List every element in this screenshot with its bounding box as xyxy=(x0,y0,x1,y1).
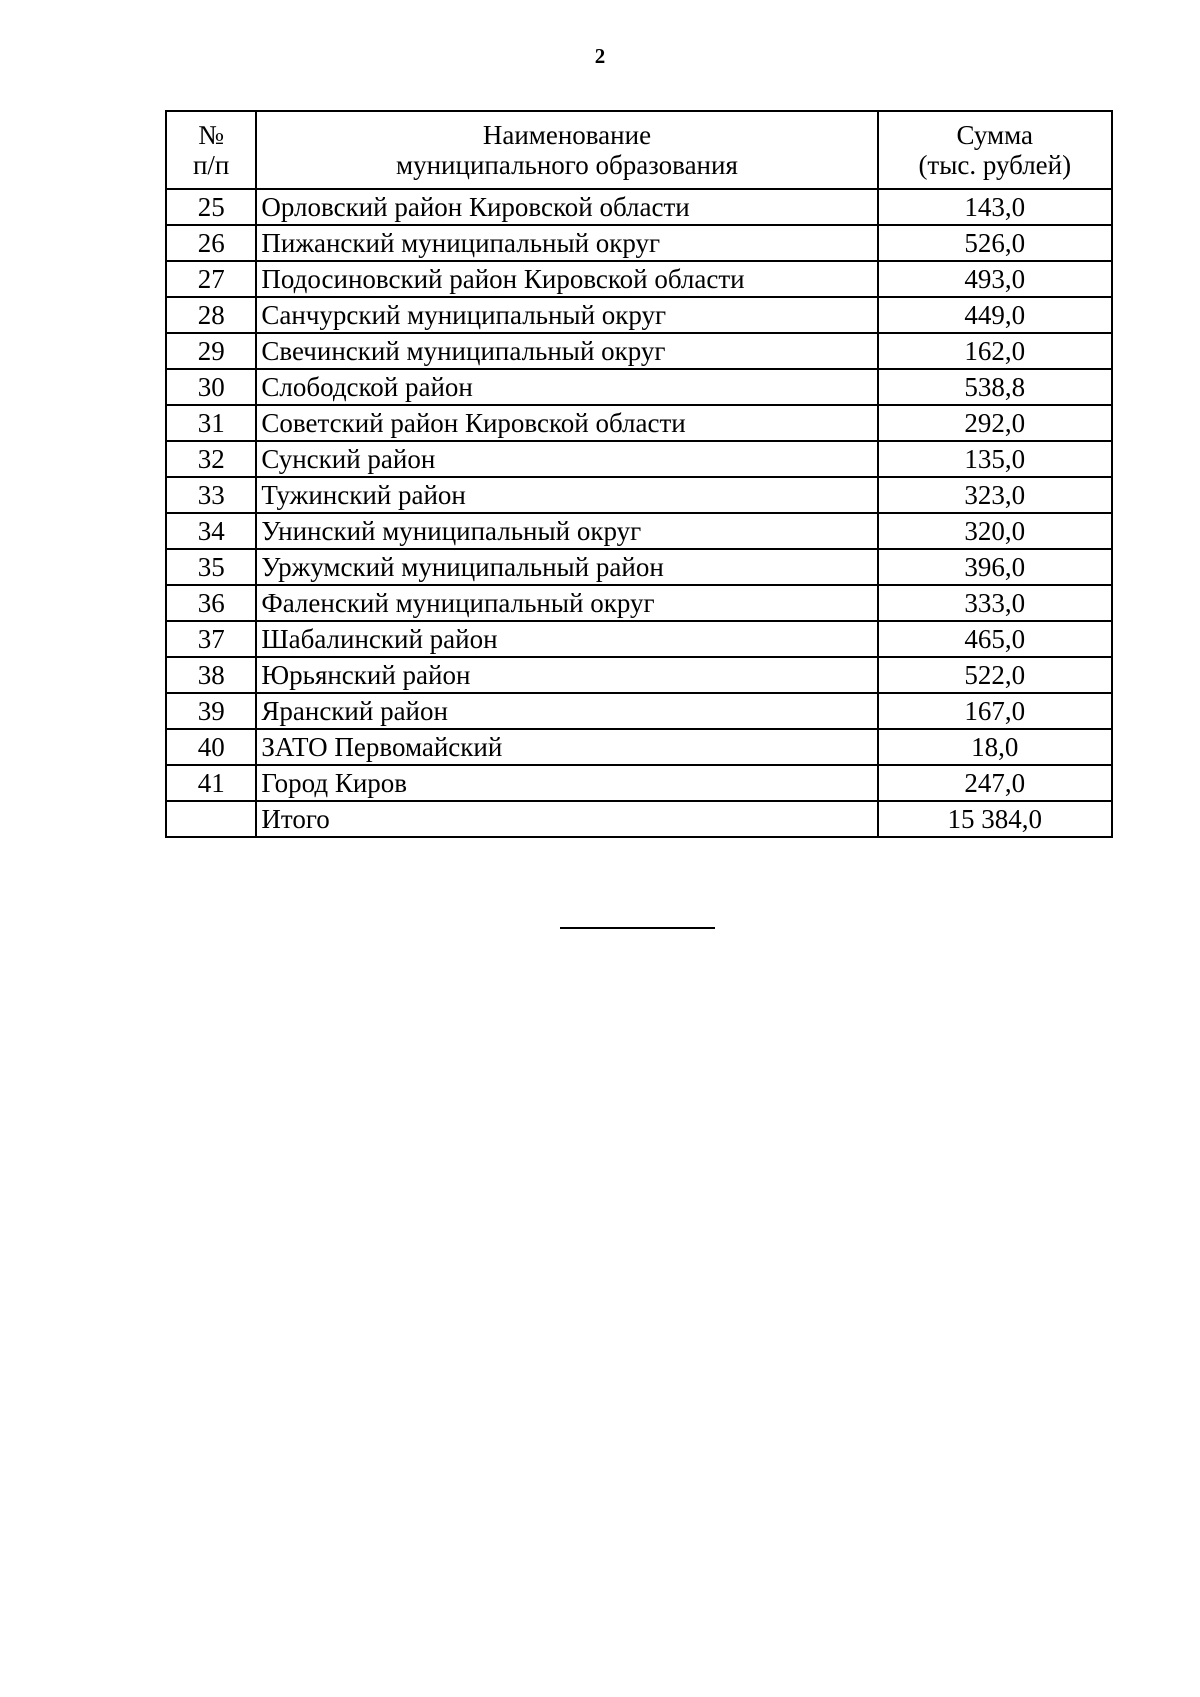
table-row xyxy=(166,441,1112,477)
row-sum: 396,0 xyxy=(878,549,1112,585)
header-sum-line1: Сумма xyxy=(956,119,1033,150)
header-sum xyxy=(878,111,1112,189)
row-number: 41 xyxy=(166,765,256,801)
row-name: Уржумский муниципальный район xyxy=(256,549,877,585)
row-number: 37 xyxy=(166,621,256,657)
row-number: 33 xyxy=(166,477,256,513)
page-number: 2 xyxy=(594,44,606,68)
row-name: Унинский муниципальный округ xyxy=(256,513,877,549)
row-sum: 320,0 xyxy=(878,513,1112,549)
row-sum: 18,0 xyxy=(878,729,1112,765)
row-number: 39 xyxy=(166,693,256,729)
row-name: Пижанский муниципальный округ xyxy=(256,225,877,261)
table-row xyxy=(166,405,1112,441)
total-row xyxy=(166,801,1112,837)
row-sum: 449,0 xyxy=(878,297,1112,333)
row-sum: 323,0 xyxy=(878,477,1112,513)
table-row xyxy=(166,297,1112,333)
row-number: 25 xyxy=(166,189,256,225)
row-name: Юрьянский район xyxy=(256,657,877,693)
header-number-line1: № xyxy=(198,119,225,150)
row-sum: 292,0 xyxy=(878,405,1112,441)
table-row xyxy=(166,693,1112,729)
row-number: 27 xyxy=(166,261,256,297)
header-name-line2: муниципального образования xyxy=(396,150,738,180)
row-sum: 162,0 xyxy=(878,333,1112,369)
table-row xyxy=(166,729,1112,765)
row-name: Яранский район xyxy=(256,693,877,729)
table-row xyxy=(166,333,1112,369)
total-sum: 15 384,0 xyxy=(878,801,1112,837)
header-number-line2: п/п xyxy=(192,150,230,180)
row-sum: 538,8 xyxy=(878,369,1112,405)
total-label: Итого xyxy=(256,801,877,837)
row-sum: 493,0 xyxy=(878,261,1112,297)
row-sum: 465,0 xyxy=(878,621,1112,657)
row-name: Советский район Кировской области xyxy=(256,405,877,441)
row-number: 36 xyxy=(166,585,256,621)
row-name: Свечинский муниципальный округ xyxy=(256,333,877,369)
row-number: 26 xyxy=(166,225,256,261)
row-sum: 333,0 xyxy=(878,585,1112,621)
row-number: 38 xyxy=(166,657,256,693)
table-row xyxy=(166,513,1112,549)
header-sum-line2: (тыс. рублей) xyxy=(918,150,1072,180)
row-number: 30 xyxy=(166,369,256,405)
row-number: 40 xyxy=(166,729,256,765)
row-sum: 167,0 xyxy=(878,693,1112,729)
row-sum: 143,0 xyxy=(878,189,1112,225)
table-header-row xyxy=(166,111,1112,189)
row-number: 28 xyxy=(166,297,256,333)
row-name: Шабалинский район xyxy=(256,621,877,657)
table-row xyxy=(166,657,1112,693)
row-name: Фаленский муниципальный округ xyxy=(256,585,877,621)
row-number: 31 xyxy=(166,405,256,441)
row-name: Слободской район xyxy=(256,369,877,405)
end-divider-line xyxy=(560,927,715,929)
table-row xyxy=(166,621,1112,657)
row-name: Сунский район xyxy=(256,441,877,477)
allocation-table xyxy=(165,110,1113,838)
row-sum: 135,0 xyxy=(878,441,1112,477)
table-row xyxy=(166,369,1112,405)
row-sum: 247,0 xyxy=(878,765,1112,801)
header-name-line1: Наименование xyxy=(482,119,652,150)
table-row xyxy=(166,765,1112,801)
table-row xyxy=(166,225,1112,261)
row-sum: 526,0 xyxy=(878,225,1112,261)
row-sum: 522,0 xyxy=(878,657,1112,693)
row-name: Тужинский район xyxy=(256,477,877,513)
row-name: Санчурский муниципальный округ xyxy=(256,297,877,333)
total-number-empty xyxy=(166,801,256,837)
table-row xyxy=(166,261,1112,297)
table-row xyxy=(166,549,1112,585)
header-number xyxy=(166,111,256,189)
row-number: 29 xyxy=(166,333,256,369)
table-row xyxy=(166,585,1112,621)
row-number: 32 xyxy=(166,441,256,477)
row-name: ЗАТО Первомайский xyxy=(256,729,877,765)
row-name: Город Киров xyxy=(256,765,877,801)
row-name: Подосиновский район Кировской области xyxy=(256,261,877,297)
header-name xyxy=(256,111,877,189)
table-row xyxy=(166,189,1112,225)
row-number: 34 xyxy=(166,513,256,549)
row-name: Орловский район Кировской области xyxy=(256,189,877,225)
table-row xyxy=(166,477,1112,513)
row-number: 35 xyxy=(166,549,256,585)
